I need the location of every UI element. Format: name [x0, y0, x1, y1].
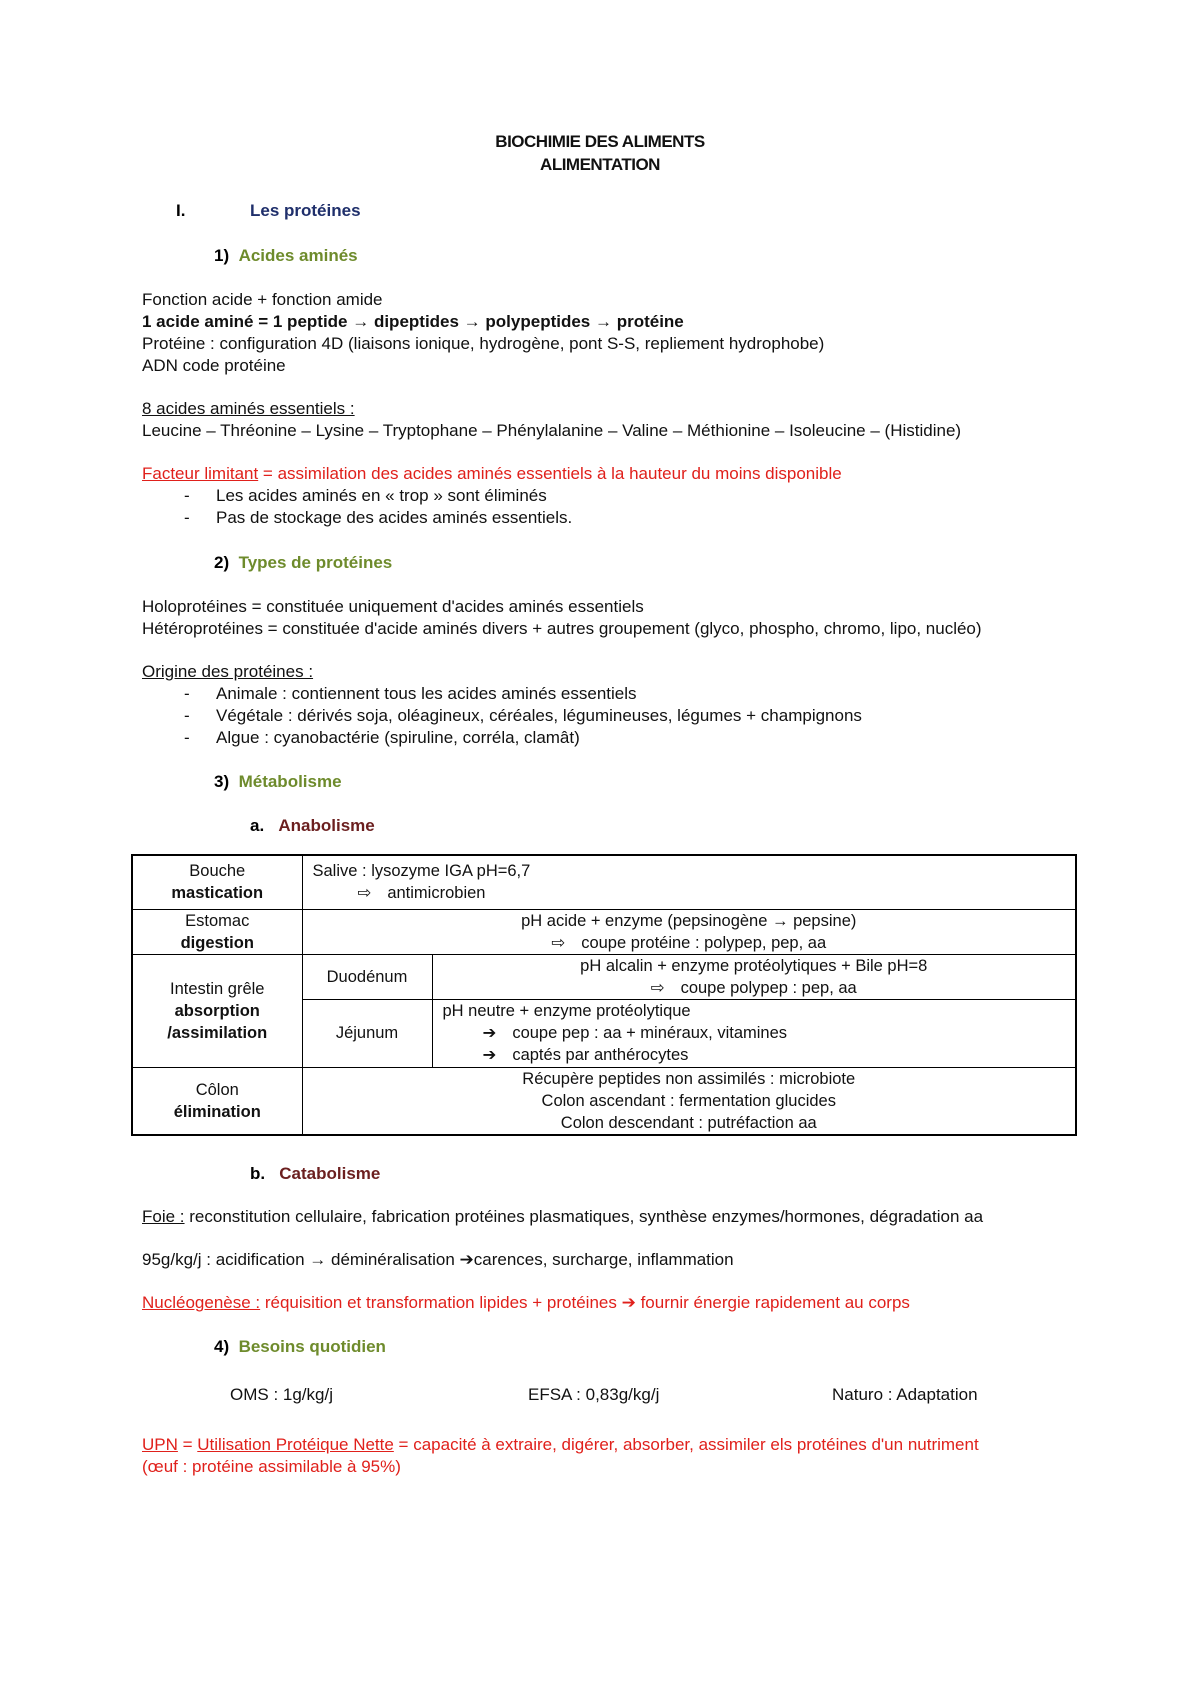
text-line: Holoprotéines = constituée uniquement d'acides aminés essentiels: [142, 597, 644, 616]
subsection-heading-types: 2) Types de protéines: [214, 553, 393, 572]
text-line: Fonction acide + fonction amide: [142, 290, 383, 309]
detail-cell: Récupère peptides non assimilés : microbiote Colon ascendant : fermentation glucides Colon descendant : putréfaction aa: [302, 1067, 1076, 1135]
table-row-colon: [132, 1067, 1076, 1135]
arrow-icon: ⇨: [551, 933, 566, 952]
section-heading-proteines: Les protéines: [250, 201, 361, 220]
segment-cell: Jéjunum: [302, 999, 432, 1067]
organ-cell: Côlon élimination: [132, 1067, 302, 1135]
table-row-estomac: [132, 909, 1076, 954]
subsection-heading-acides-amines: 1) Acides aminés: [214, 246, 358, 265]
arrow-icon: ⇨: [650, 978, 665, 997]
arrow-icon: ➔: [482, 1046, 497, 1064]
arrow-icon: ➔: [482, 1024, 497, 1042]
arrow-icon: ➔: [459, 1250, 474, 1269]
anabolisme-table: [131, 854, 1077, 1136]
besoin-efsa: EFSA : 0,83g/kg/j: [528, 1385, 660, 1404]
detail-cell: Salive : lysozyme IGA pH=6,7 ⇨ antimicrobien: [302, 855, 1076, 909]
segment-cell: Duodénum: [302, 954, 432, 999]
essentiels-heading: 8 acides aminés essentiels :: [142, 399, 355, 418]
detail-cell: pH acide + enzyme (pepsinogène → pepsine) ⇨ coupe protéine : polypep, pep, aa: [302, 909, 1076, 954]
besoin-oms: OMS : 1g/kg/j: [230, 1385, 333, 1404]
organ-cell: Intestin grêle absorption /assimilation: [132, 954, 302, 1067]
foie-line: Foie : reconstitution cellulaire, fabrication protéines plasmatiques, synthèse enzymes/hormones, dégradation aa: [142, 1207, 984, 1226]
document-title: BIOCHIMIE DES ALIMENTS: [495, 132, 705, 151]
subsection-heading-metabolisme: 3) Métabolisme: [214, 772, 342, 791]
section-number: I.: [176, 201, 186, 220]
upn-line: UPN = Utilisation Protéique Nette = capacité à extraire, digérer, absorber, assimiler els protéines d'un nutriment: [142, 1435, 979, 1454]
upn-example-line: (œuf : protéine assimilable à 95%): [142, 1457, 401, 1476]
text-line: Hétéroprotéines = constituée d'acide aminés divers + autres groupement (glyco, phospho, chromo, lipo, nucléo): [142, 619, 982, 638]
organ-cell: Bouche mastication: [132, 855, 302, 909]
subsubsection-heading-catabolisme: b. Catabolisme: [250, 1164, 381, 1183]
subsection-heading-besoins: 4) Besoins quotidien: [214, 1337, 386, 1356]
facteur-term: Facteur limitant: [142, 464, 259, 483]
arrow-icon: ➔: [621, 1293, 636, 1312]
acidification-line: 95g/kg/j : acidification → déminéralisation ➔carences, surcharge, inflammation: [142, 1250, 734, 1269]
text-line: ADN code protéine: [142, 356, 286, 375]
subsubsection-heading-anabolisme: a. Anabolisme: [250, 816, 375, 835]
besoin-naturo: Naturo : Adaptation: [832, 1385, 978, 1404]
organ-cell: Estomac digestion: [132, 909, 302, 954]
text-line: Protéine : configuration 4D (liaisons ionique, hydrogène, pont S-S, repliement hydrophobe): [142, 334, 825, 353]
essentiels-list: Leucine – Thréonine – Lysine – Tryptophane – Phénylalanine – Valine – Méthionine – Isoleucine – (Histidine): [142, 421, 962, 440]
table-row-duodenum: [132, 954, 1076, 999]
arrow-icon: ⇨: [357, 884, 372, 903]
nucleogenese-line: Nucléogenèse : réquisition et transformation lipides + protéines ➔ fournir énergie rapidement au corps: [142, 1293, 910, 1312]
origine-heading: Origine des protéines :: [142, 662, 314, 681]
detail-cell: pH alcalin + enzyme protéolytiques + Bile pH=8 ⇨ coupe polypep : pep, aa: [432, 954, 1076, 999]
table-row-bouche: [132, 855, 1076, 909]
detail-cell: pH neutre + enzyme protéolytique ➔ coupe pep : aa + minéraux, vitamines ➔ captés par anthérocytes: [432, 999, 1076, 1067]
text-line-bold: 1 acide aminé = 1 peptide → dipeptides → polypeptides → protéine: [142, 312, 684, 331]
document-subtitle: ALIMENTATION: [540, 155, 660, 174]
document-page: BIOCHIMIE DES ALIMENTS ALIMENTATION I. Les protéines 1) Acides aminés Fonction acide + fonction amide 1 acide aminé = 1 peptide → dipeptides → polypeptides → protéine Protéine : configuration 4D (liaisons ionique, hydrogène, pont S-S, repliement hydrophobe) ADN code protéine 8 acides aminés essentiels : Leucine – Thréonine – Lysine – Tryptophane – Phénylalanine – Valine – Méthionine – Isoleucine – (Histidine) Facteur limitant = assimilation des acides aminés essentiels à la hauteur du moins disponible - Les acides aminés en « trop » sont éliminés - Pas de stockage des acides aminés essentiels. 2) Types de protéines Holoprotéines = constituée uniquement d'acides aminés essentiels Hétéroprotéines = constituée d'acide aminés divers + autres groupement (glyco, phospho, chromo, lipo, nucléo) Origine des protéines : - Animale : contiennent tous les acides aminés essentiels - Végétale : dérivés soja, oléagineux, céréales, légumineuses, légumes + champignons - Algue : cyanobactérie (spiruline, corréla, clamât) 3) Métabolisme a. Anabolisme Bouche mastication Salive : lysozyme IGA pH=6,7 ⇨ antimicrobien Estomac digestion pH acide + enzyme (pepsinogène → pepsine) ⇨ coupe protéine : polypep, pep, aa Intestin grêle absorption /assimilation Duodénum pH alcalin + enzyme protéolytiques + Bile pH=8 ⇨ coupe polypep : pep, aa Jéjunum pH neutre + enzyme protéolytique ➔ coupe pep : aa + minéraux, vitamines ➔ captés par anthérocytes Côlon élimination Récupère peptides non assimilés : microbiote Colon ascendant : fermentation glucides Colon descendant : putréfaction aa b. Catabolisme Foie : reconstitution cellulaire, fabrication protéines plasmatiques, synthèse enzymes/hormones, dégradation aa 95g/kg/j : acidification → déminéralisation ➔carences, surcharge, inflammation Nucléogenèse : réquisition et transformation lipides + protéines ➔ fournir énergie rapidement au corps 4) Besoins quotidien OMS : 1g/kg/j EFSA : 0,83g/kg/j Naturo : Adaptation UPN = Utilisation Protéique Nette = capacité à extraire, digérer, absorber, assimiler els protéines d'un nutriment (œuf : protéine assimilable à 95%): [0, 0, 1200, 1698]
facteur-limitant-line: Facteur limitant = assimilation des acides aminés essentiels à la hauteur du moins disponible: [142, 464, 842, 483]
